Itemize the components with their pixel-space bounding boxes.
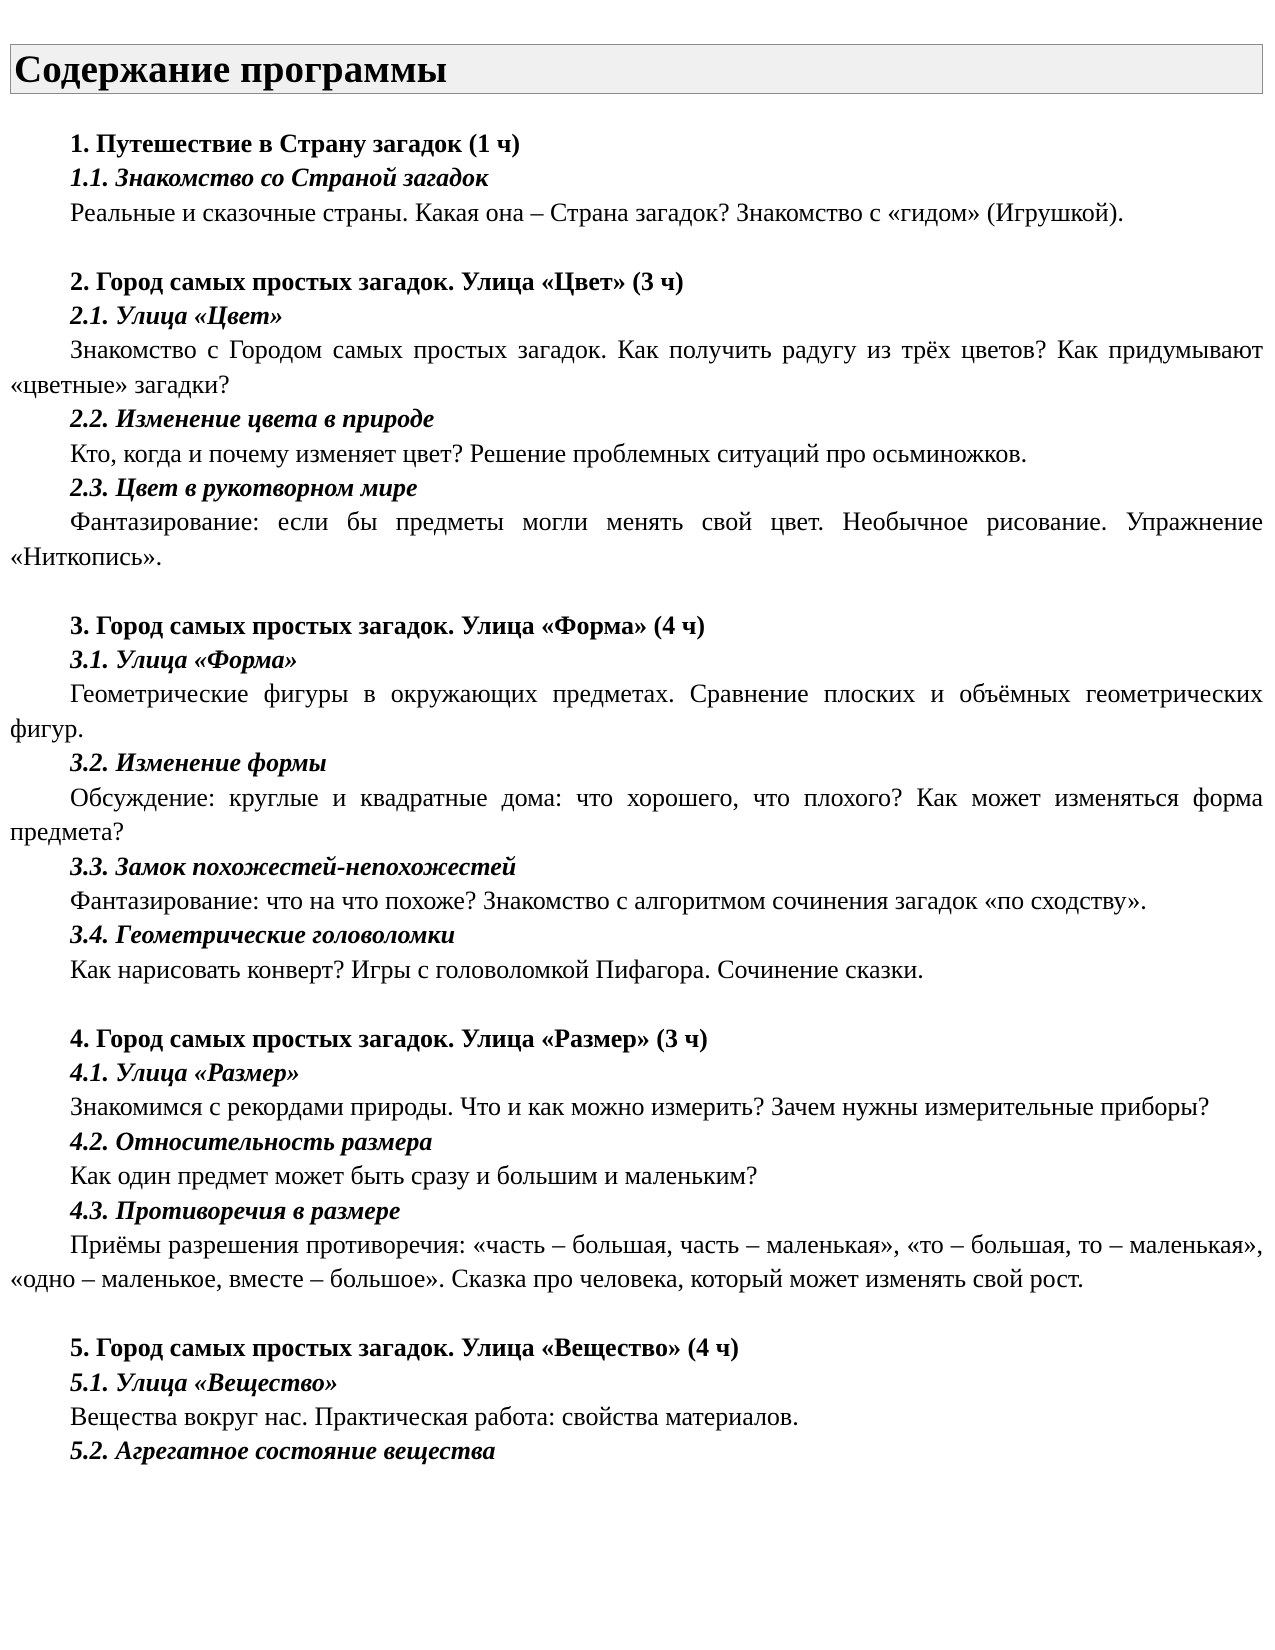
- subsection-text: Как один предмет может быть сразу и большим и маленьким?: [70, 1161, 758, 1191]
- subsection-title: 4.3. Противоречия в размере: [70, 1195, 401, 1225]
- subsection-text: Приёмы разрешения противоречия: «часть – большая, часть – маленькая», «то – большая, то – маленькая», «одно – маленькое, вместе – большое». Сказка про человека, который может изменять свой рост.: [10, 1229, 1263, 1294]
- subsection-text: Знакомство с Городом самых простых загадок. Как получить радугу из трёх цветов? Как придумывают «цветные» загадки?: [10, 335, 1263, 399]
- section-title: 4. Город самых простых загадок. Улица «Размер» (3 ч): [70, 1023, 708, 1053]
- subsection-text: Знакомимся с рекордами природы. Что и как можно измерить? Зачем нужны измерительные приборы?: [70, 1092, 1210, 1122]
- subsection-text: Как нарисовать конверт? Игры с головоломкой Пифагора. Сочинение сказки.: [70, 954, 924, 984]
- subsection-title: 1.1. Знакомство со Страной загадок: [70, 163, 489, 193]
- heading-box: [10, 44, 1263, 94]
- document-content: [10, 127, 1263, 1469]
- page-title: Содержание программы: [14, 47, 448, 91]
- subsection-title: 5.1. Улица «Вещество»: [70, 1367, 338, 1397]
- subsection-title: 2.1. Улица «Цвет»: [70, 301, 284, 331]
- subsection-title: 2.2. Изменение цвета в природе: [70, 404, 435, 434]
- section-title: 3. Город самых простых загадок. Улица «Форма» (4 ч): [70, 610, 706, 640]
- subsection-text: Реальные и сказочные страны. Какая она – Страна загадок? Знакомство с «гидом» (Игрушкой).: [70, 197, 1124, 227]
- subsection-text: Вещества вокруг нас. Практическая работа: свойства материалов.: [70, 1401, 799, 1431]
- section-4: [10, 1022, 1263, 1297]
- subsection-title: 3.1. Улица «Форма»: [70, 645, 298, 675]
- subsection-title: 3.3. Замок похожестей-непохожестей: [70, 851, 517, 881]
- subsection-text: Обсуждение: круглые и квадратные дома: что хорошего, что плохого? Как может изменяться форма предмета?: [10, 782, 1263, 847]
- subsection-title: 3.2. Изменение формы: [70, 748, 327, 778]
- section-title: 5. Город самых простых загадок. Улица «Вещество» (4 ч): [70, 1333, 739, 1363]
- section-title: 1. Путешествие в Страну загадок (1 ч): [70, 129, 521, 158]
- subsection-text: Фантазирование: если бы предметы могли менять свой цвет. Необычное рисование. Упражнение «Ниткопись».: [10, 507, 1263, 571]
- subsection-text: Фантазирование: что на что похоже? Знакомство с алгоритмом сочинения загадок «по сходству».: [70, 885, 1147, 915]
- subsection-text: Кто, когда и почему изменяет цвет? Решение проблемных ситуаций про осьминожков.: [70, 438, 1028, 468]
- subsection-title: 5.2. Агрегатное состояние вещества: [70, 1436, 496, 1466]
- document-page: [10, 44, 1263, 1469]
- section-title: 2. Город самых простых загадок. Улица «Цвет» (3 ч): [70, 266, 684, 296]
- subsection-title: 3.4. Геометрические головоломки: [70, 920, 456, 950]
- subsection-text: Геометрические фигуры в окружающих предметах. Сравнение плоских и объёмных геометрических фигур.: [10, 679, 1263, 743]
- subsection-title: 4.2. Относительность размера: [70, 1126, 433, 1156]
- subsection-title: 4.1. Улица «Размер»: [70, 1057, 300, 1087]
- section-2: [10, 265, 1263, 575]
- subsection-title: 2.3. Цвет в рукотворном мире: [70, 473, 418, 503]
- section-1: [10, 127, 1263, 230]
- section-5: [10, 1331, 1263, 1469]
- section-3: [10, 609, 1263, 987]
